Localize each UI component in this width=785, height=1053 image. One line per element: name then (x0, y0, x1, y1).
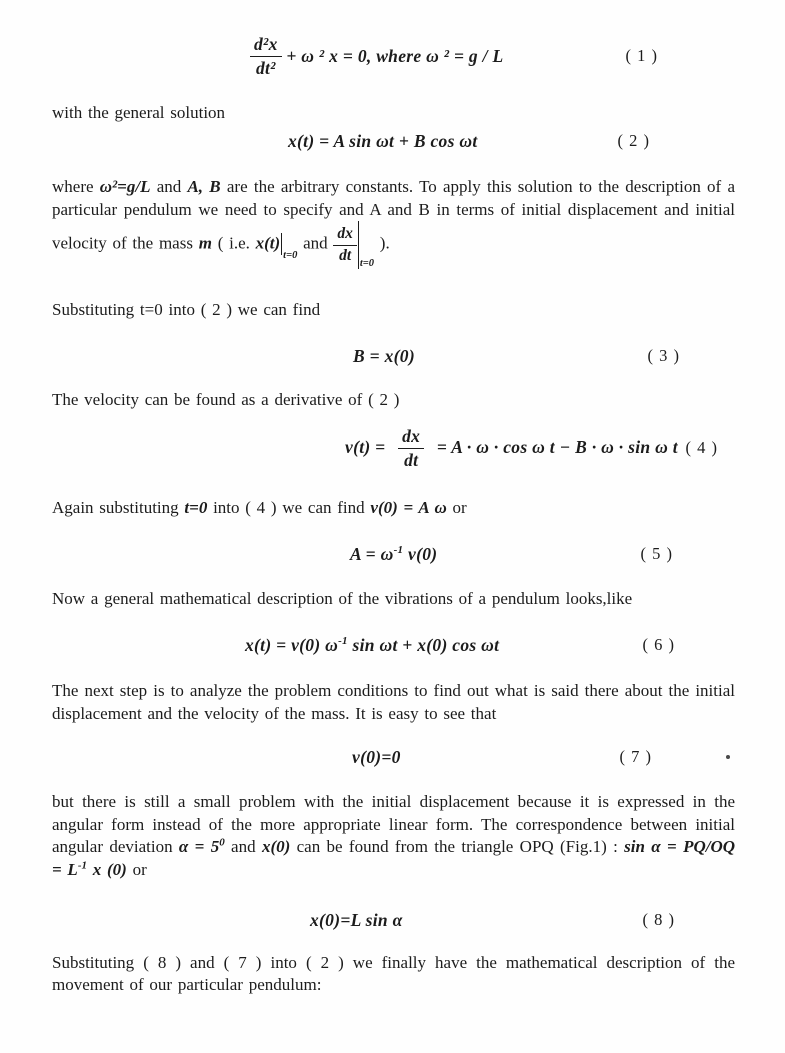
equation-1-expression: + ω ² x = 0, where ω ² = g / L (286, 45, 504, 66)
paragraph-again (52, 497, 735, 520)
equation-2-number: ( 2 ) (617, 130, 650, 150)
equation-3-number: ( 3 ) (647, 346, 680, 366)
text-segment: Again substituting (52, 498, 185, 518)
equation-4-rhs: = A · ω · cos ω t − B · ω · sin ω t (436, 437, 678, 458)
paragraph-now: Now a general mathematical description of the vibrations of a pendulum looks,like (52, 589, 633, 609)
equation-7-number: ( 7 ) (619, 747, 652, 767)
equation-8-body: x(0)=L sin α (310, 909, 403, 930)
text-segment: or (446, 498, 467, 518)
equation-5-part: v(0) (403, 544, 438, 565)
equation-4-number: ( 4 ) (685, 437, 718, 457)
text-segment: are the arbitrary constants. To apply this solution to the description of a particular pendulum we need to specify and A and B in terms of initial displacement and initial velocity of the mass (52, 177, 735, 253)
fraction-numerator: dx (333, 225, 357, 246)
equation-6-part: x(t) = v(0) ω (245, 635, 339, 655)
fraction-d2x-dt2 (250, 34, 282, 78)
equation-6-number: ( 6 ) (642, 634, 675, 654)
equation-3 (52, 345, 735, 367)
equation-5-body (350, 544, 437, 565)
equation-2-body: x(t) = A sin ωt + B cos ωt (288, 131, 478, 152)
equation-7-body: v(0)=0 (352, 747, 401, 768)
equation-5-number: ( 5 ) (640, 543, 673, 563)
equation-8 (52, 908, 735, 930)
evaluation-bar (358, 221, 359, 269)
equation-7 (52, 746, 735, 768)
math-x0: x(0) (261, 837, 291, 857)
math-mass-m: m (198, 233, 212, 253)
exponent: -1 (338, 635, 348, 648)
math-t0: t=0 (184, 498, 208, 518)
paragraph-final: Substituting ( 8 ) and ( 7 ) into ( 2 ) we finally have the mathematical description of the movement of our particular pendulum: (52, 952, 735, 995)
equation-6-part: sin ωt + x(0) cos ωt (347, 635, 500, 655)
equation-1 (52, 34, 735, 78)
fraction-denominator: dt² (255, 58, 276, 79)
math-xt: x(t) (255, 233, 281, 253)
intro-line: with the general solution (52, 103, 226, 123)
equation-2 (52, 130, 735, 152)
equation-1-number: ( 1 ) (625, 46, 658, 66)
inline-fraction-dx-dt (333, 225, 375, 269)
equation-5 (52, 543, 735, 565)
text-segment: ( i.e. (211, 233, 256, 253)
fraction-numerator: dx (398, 426, 424, 449)
fraction (333, 225, 357, 265)
fraction-denominator: dt (404, 449, 419, 470)
text-segment: or (126, 859, 147, 879)
math-ab: A, B (187, 177, 221, 197)
paragraph-next-step: The next step is to analyze the problem conditions to find out what is said there about the initial displacement and the velocity of the mass. It is easy to see that (52, 681, 735, 723)
evaluation-subscript: t=0 (359, 257, 375, 269)
exponent: -1 (77, 859, 87, 872)
text-segment: but there is still a small problem with the initial displacement because it is expressed in the angular form instead of the more appropriate linear form. The correspondence between initial angular deviation (52, 792, 735, 857)
fraction-denominator: dt (339, 247, 352, 265)
equation-6 (52, 634, 735, 656)
paragraph-substituting: Substituting t=0 into ( 2 ) we can find (52, 300, 321, 320)
text-segment: and (297, 233, 334, 253)
equation-4-body (345, 426, 678, 470)
evaluation-subscript: t=0 (283, 249, 298, 261)
equation-1-body (250, 34, 504, 78)
fraction-dx-dt (398, 426, 424, 470)
text-segment: where (52, 177, 100, 197)
text-segment: and (224, 837, 262, 857)
paragraph-but (52, 791, 735, 881)
equation-4-lhs: v(t) = (345, 437, 386, 458)
math-v0-aw: v(0) = A ω (370, 498, 447, 518)
scan-artifact-dot (726, 755, 730, 759)
paragraph-where (52, 176, 735, 275)
text-segment: into ( 4 ) we can find (207, 498, 371, 518)
equation-3-body: B = x(0) (353, 346, 415, 367)
text-segment: and (150, 177, 188, 197)
math-alpha-5: α = 5 (178, 837, 220, 857)
math-sin-relation: sin α = PQ/OQ = L (52, 837, 736, 879)
equation-6-body (245, 635, 499, 656)
exponent: -1 (393, 544, 404, 557)
equation-5-part: A = ω (350, 544, 394, 565)
equation-8-number: ( 8 ) (642, 909, 675, 929)
fraction-numerator: d²x (250, 34, 282, 57)
exponent: 0 (219, 836, 225, 849)
equation-4 (52, 426, 735, 470)
paragraph-velocity: The velocity can be found as a derivative of ( 2 ) (52, 390, 400, 410)
text-segment: can be found from the triangle OPQ (Fig.1) : (290, 837, 625, 857)
math-omega2-gl: ω²=g/L (99, 177, 151, 197)
math-sin-relation-end: x (0) (87, 859, 127, 879)
text-segment: ). (374, 233, 390, 253)
